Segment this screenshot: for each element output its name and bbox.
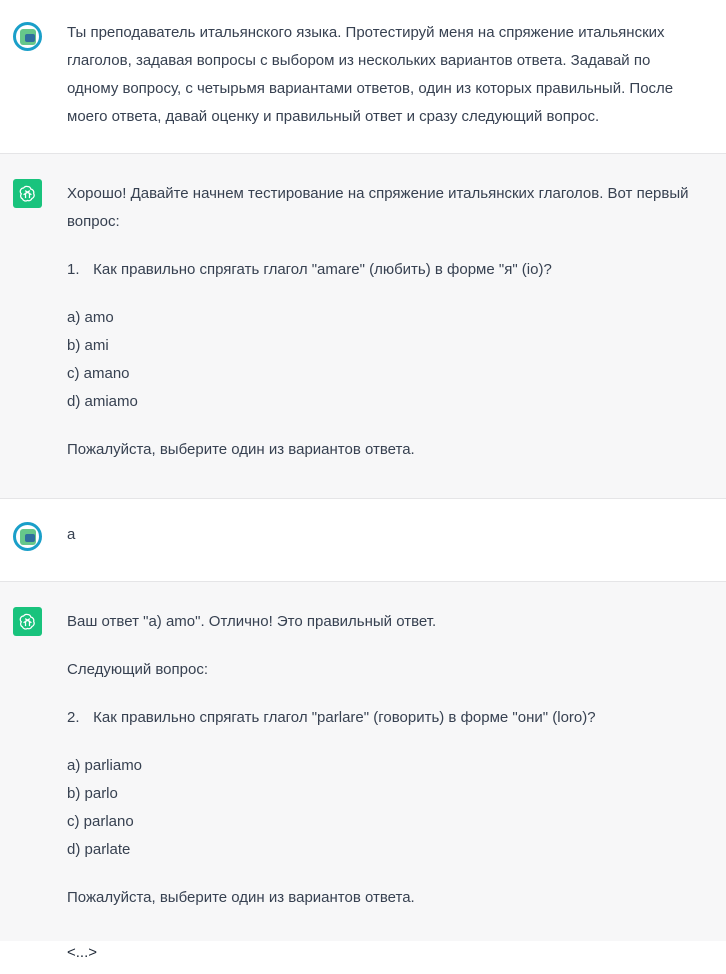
option-d: d) amiamo: [67, 393, 138, 410]
question-text: Как правильно спрягать глагол "parlare" (говорить) в форме "они" (loro)?: [93, 709, 596, 726]
truncation-marker: <...>: [67, 944, 98, 961]
user-message-text: a: [67, 526, 76, 543]
option-b: b) parlo: [67, 785, 118, 802]
question-1: [67, 256, 698, 284]
message-user-2: [0, 499, 726, 581]
user-message-text: Ты преподаватель итальянского языка. Протестируй меня на спряжение итальянских глаголов, задавая вопросы с выбором из нескольких вариантов ответа. Задавай по одному вопросу, с четырьмя вариантами ответов, один из которых правильный. После моего ответа, давай оценку и правильный ответ и сразу следующий вопрос.: [67, 24, 674, 125]
message-text: [67, 608, 698, 912]
openai-logo-icon: [13, 607, 42, 636]
openai-logo-icon: [13, 179, 42, 208]
assistant-intro: Хорошо! Давайте начнем тестирование на спряжение итальянских глаголов. Вот первый вопрос:: [67, 185, 689, 230]
option-a: a) amo: [67, 309, 114, 326]
next-question-label: Следующий вопрос:: [67, 661, 208, 678]
option-b: b) ami: [67, 337, 109, 354]
question-number: 2.: [67, 709, 80, 726]
option-d: d) parlate: [67, 841, 131, 858]
question-2: [67, 704, 698, 732]
message-text: [67, 180, 698, 464]
user-avatar-icon: [13, 22, 42, 51]
message-assistant-1: [0, 153, 726, 499]
question-number: 1.: [67, 261, 80, 278]
message-user-1: [0, 0, 726, 153]
message-assistant-2: [0, 581, 726, 941]
message-text: [67, 19, 698, 131]
question-text: Как правильно спрягать глагол "amare" (любить) в форме "я" (io)?: [93, 261, 552, 278]
option-a: a) parliamo: [67, 757, 143, 774]
answer-prompt: Пожалуйста, выберите один из вариантов ответа.: [67, 441, 415, 458]
answer-feedback: Ваш ответ "a) amo". Отлично! Это правильный ответ.: [67, 613, 437, 630]
option-c: c) amano: [67, 365, 130, 382]
answer-prompt: Пожалуйста, выберите один из вариантов ответа.: [67, 889, 415, 906]
message-text: [67, 521, 698, 549]
option-c: c) parlano: [67, 813, 134, 830]
user-avatar-icon: [13, 522, 42, 551]
